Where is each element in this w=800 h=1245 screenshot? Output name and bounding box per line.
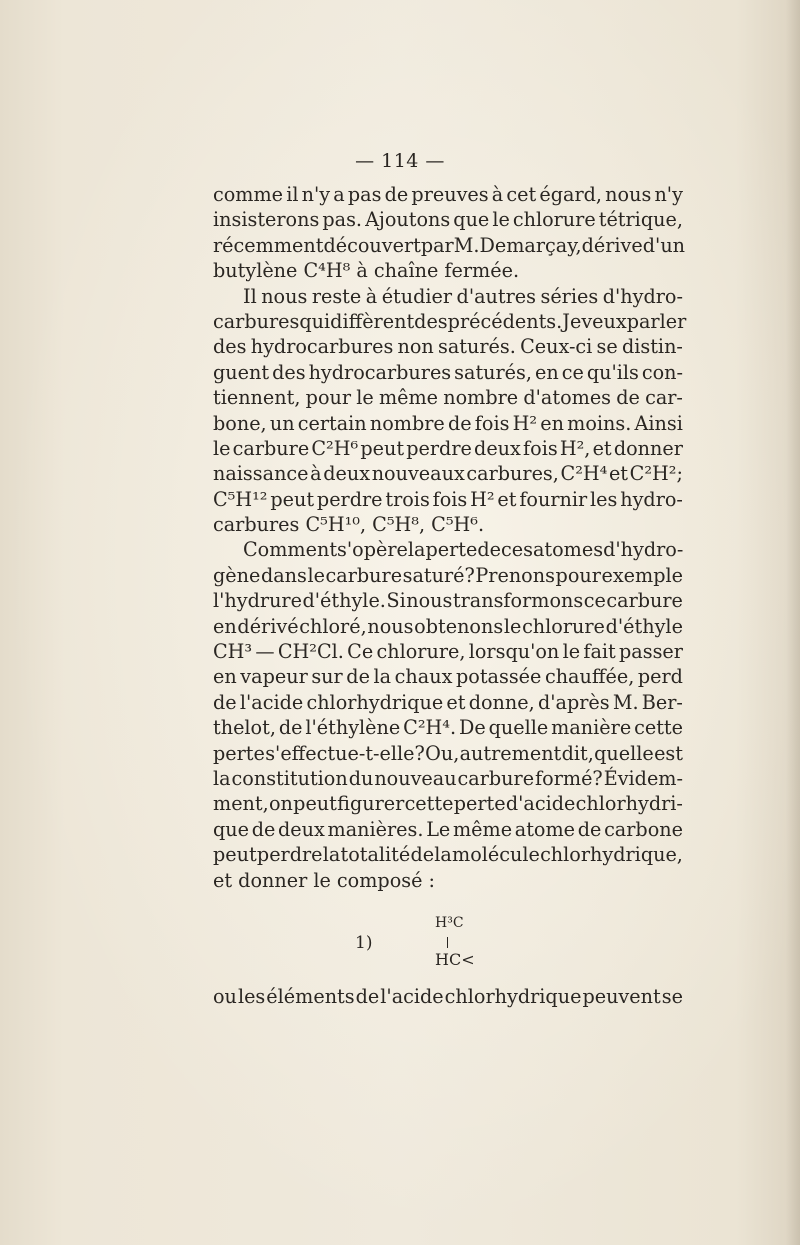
word: hydro- xyxy=(620,487,683,511)
word: qui xyxy=(299,309,331,333)
word: atome xyxy=(514,817,576,841)
word: se xyxy=(596,335,618,359)
text-line: et donner le composé : xyxy=(213,868,436,892)
word: exemple xyxy=(601,563,683,587)
word: chlorhydrique xyxy=(306,690,444,714)
word: d'acide xyxy=(505,792,576,816)
word: parler xyxy=(626,309,687,333)
word: ce xyxy=(583,589,606,613)
word: perte xyxy=(213,741,265,765)
word: figurer xyxy=(337,792,405,816)
text-line xyxy=(213,284,683,309)
word: chloré, xyxy=(299,614,367,638)
word: cet xyxy=(506,183,537,206)
text-line xyxy=(213,360,683,385)
word: d'autres xyxy=(456,284,536,308)
word: il xyxy=(286,183,299,206)
text-line xyxy=(213,715,683,740)
word: CH³ xyxy=(213,640,253,664)
word: s'effectue-t-elle? xyxy=(265,741,425,765)
word: autrement xyxy=(459,741,562,765)
word: en xyxy=(213,614,237,638)
word: chlorure, xyxy=(376,640,466,664)
word: manière xyxy=(551,716,632,740)
text-line xyxy=(213,334,683,359)
text-line xyxy=(213,436,683,461)
word: pour xyxy=(305,386,352,410)
word: ment, xyxy=(213,792,269,816)
word: Je xyxy=(562,309,582,333)
word: d'atomes xyxy=(523,386,612,410)
word: quelle xyxy=(594,741,654,765)
word: le xyxy=(492,208,510,232)
word: la xyxy=(213,766,231,790)
formula-top-group: H³C xyxy=(435,915,464,931)
word: Évidem- xyxy=(603,766,683,790)
word: même xyxy=(378,386,439,410)
word: par xyxy=(420,233,454,257)
word: nombre xyxy=(443,386,519,410)
word: lorsqu'on xyxy=(468,640,560,664)
word: Demarçay, xyxy=(479,233,582,257)
word: CH²Cl. xyxy=(277,640,344,664)
word: peut xyxy=(270,487,315,511)
text-line xyxy=(213,461,683,486)
word: carbures xyxy=(213,309,300,333)
word: Ainsi xyxy=(634,411,683,435)
word: le xyxy=(562,640,581,664)
word: pas xyxy=(347,183,382,206)
word: ces xyxy=(501,538,533,562)
word: deux xyxy=(278,817,325,841)
word: peut xyxy=(360,436,405,460)
chemical-formula xyxy=(355,915,515,975)
word: naissance xyxy=(213,462,309,486)
word: constitution xyxy=(231,766,348,790)
word: sur xyxy=(311,665,343,689)
word: nouveau xyxy=(374,766,457,790)
word: carbone xyxy=(604,817,683,841)
word: découvert xyxy=(323,233,421,257)
word: certain xyxy=(297,411,367,435)
word: le xyxy=(213,436,231,460)
word: saturé? xyxy=(402,563,475,587)
word: n'y xyxy=(301,183,331,206)
word: fournir xyxy=(519,487,588,511)
word: chlorhydrique, xyxy=(540,843,683,867)
word: nous xyxy=(261,284,308,308)
word: le xyxy=(307,563,325,587)
word: est xyxy=(654,741,683,765)
word: hydrocarbures xyxy=(250,335,394,359)
word: cette xyxy=(404,792,454,816)
word: des xyxy=(213,335,247,359)
word: précédents. xyxy=(447,309,563,333)
text-line xyxy=(213,588,683,613)
word: manières. xyxy=(327,817,424,841)
word: De xyxy=(458,716,486,740)
word: perdre xyxy=(406,436,472,460)
word: chauffée, xyxy=(544,665,635,689)
word: Ce xyxy=(347,640,374,664)
word: comme xyxy=(213,183,284,206)
word: l'acide xyxy=(380,985,444,1008)
word: se xyxy=(661,985,683,1008)
formula-bottom-group: HC< xyxy=(435,950,475,969)
word: fois xyxy=(523,436,558,460)
word: dans xyxy=(260,563,307,587)
word: à xyxy=(310,462,322,486)
word: perd xyxy=(637,665,683,689)
word: Le xyxy=(426,817,451,841)
word: en xyxy=(540,411,564,435)
word: éléments xyxy=(266,985,355,1008)
word: s'opère xyxy=(337,538,408,562)
word: de xyxy=(213,690,237,714)
word: Prenons xyxy=(475,563,555,587)
text-line xyxy=(213,791,683,816)
word: même xyxy=(452,817,513,841)
word: de xyxy=(477,538,501,562)
word: et xyxy=(592,436,612,460)
word: perte xyxy=(453,792,506,816)
word: dérivé xyxy=(237,614,299,638)
word: l'acide xyxy=(239,690,304,714)
word: de xyxy=(410,843,435,867)
word: tiennent, xyxy=(213,386,301,410)
word: récemment xyxy=(213,233,324,257)
word: à xyxy=(491,183,504,206)
word: la xyxy=(322,843,341,867)
word: diffèrent xyxy=(330,309,415,333)
word: passer xyxy=(619,640,683,664)
word: et xyxy=(446,690,466,714)
word: carbure xyxy=(606,589,683,613)
word: Ou, xyxy=(425,741,460,765)
text-line xyxy=(213,639,683,664)
page-edge-shadow xyxy=(786,0,800,1245)
word: pas. xyxy=(322,208,363,232)
word: de xyxy=(346,665,370,689)
word: chlorhydrique xyxy=(444,985,582,1008)
word: carbure xyxy=(325,563,403,587)
word: en xyxy=(534,360,559,384)
text-line xyxy=(213,741,683,766)
word: nombre xyxy=(369,411,445,435)
word: chlorure xyxy=(522,614,605,638)
text-line xyxy=(213,487,683,512)
word: H² xyxy=(512,411,538,435)
text-line xyxy=(213,182,683,207)
word: chlorhydri- xyxy=(575,792,683,816)
word: M. xyxy=(612,690,639,714)
word: l'hydrure xyxy=(213,589,302,613)
word: C²H⁴ xyxy=(560,462,608,486)
word: fois xyxy=(432,487,468,511)
word: Il xyxy=(243,284,257,308)
word: n'y xyxy=(654,183,683,206)
word: guent xyxy=(213,360,270,384)
word: bone, xyxy=(213,411,267,435)
word: obtenons xyxy=(414,614,504,638)
text-line xyxy=(213,207,683,232)
word: moins. xyxy=(567,411,632,435)
word: en xyxy=(213,665,237,689)
text-line xyxy=(213,842,683,867)
text-line xyxy=(213,817,683,842)
word: des xyxy=(414,309,448,333)
word: nouveaux xyxy=(371,462,465,486)
word: non xyxy=(397,335,434,359)
word: séries xyxy=(540,284,599,308)
word: C²H⁴. xyxy=(403,716,457,740)
word: chaux xyxy=(394,665,453,689)
word: de xyxy=(616,386,640,410)
word: veux xyxy=(581,309,627,333)
word: la xyxy=(407,538,426,562)
word: la xyxy=(434,843,452,867)
word: C²H⁶ xyxy=(311,436,359,460)
word: de xyxy=(355,985,380,1008)
word: C²H²; xyxy=(629,462,683,486)
word: qu'ils xyxy=(586,360,639,384)
word: et xyxy=(608,462,629,486)
word: atomes xyxy=(532,538,604,562)
word: le xyxy=(356,386,374,410)
word: les xyxy=(590,487,618,511)
word: hydrocarbures xyxy=(308,360,452,384)
word: perdre xyxy=(256,843,323,867)
text-line xyxy=(213,309,687,334)
word: formé? xyxy=(535,766,603,790)
page-number: — 114 — xyxy=(355,150,445,172)
text-line: butylène C⁴H⁸ à chaîne fermée. xyxy=(213,259,520,283)
formula-bond xyxy=(447,937,448,948)
word: égard, xyxy=(539,183,603,206)
word: des xyxy=(272,360,306,384)
text-line xyxy=(213,385,683,410)
word: H² xyxy=(470,487,495,511)
word: peut xyxy=(213,843,257,867)
word: Comment xyxy=(243,538,338,562)
word: con- xyxy=(641,360,683,384)
word: deux xyxy=(474,436,521,460)
word: donner xyxy=(613,436,683,460)
word: trois xyxy=(385,487,430,511)
word: — xyxy=(255,640,275,664)
word: saturés. xyxy=(438,335,516,359)
word: du xyxy=(348,766,374,790)
word: saturés, xyxy=(454,360,532,384)
word: et xyxy=(497,487,517,511)
word: donne, xyxy=(468,690,535,714)
word: de xyxy=(278,716,303,740)
text-line xyxy=(213,563,683,588)
word: totalité xyxy=(340,843,411,867)
word: d'éthyle. xyxy=(302,589,386,613)
word: peuvent xyxy=(582,985,661,1008)
word: on xyxy=(268,792,293,816)
word: dérive xyxy=(581,233,643,257)
word: le xyxy=(503,614,522,638)
text-line xyxy=(213,766,683,791)
word: de xyxy=(447,411,472,435)
text-line: carbures C⁵H¹⁰, C⁵H⁸, C⁵H⁶. xyxy=(213,513,485,537)
word: peut xyxy=(293,792,337,816)
word: à xyxy=(365,284,378,308)
word: d'hydro- xyxy=(603,538,684,562)
word: nous xyxy=(406,589,453,613)
word: ce xyxy=(561,360,584,384)
word: fait xyxy=(583,640,616,664)
word: cette xyxy=(634,716,683,740)
word: Ber- xyxy=(641,690,683,714)
word: carbure xyxy=(457,766,535,790)
text-line xyxy=(213,614,683,639)
word: étudier xyxy=(381,284,453,308)
word: d'éthyle xyxy=(605,614,683,638)
body-text xyxy=(213,182,687,893)
text-line xyxy=(213,690,683,715)
word: potassée xyxy=(455,665,542,689)
word: reste xyxy=(311,284,362,308)
word: les xyxy=(237,985,266,1008)
text-line xyxy=(213,537,683,562)
word: perte xyxy=(425,538,478,562)
text-line-final xyxy=(213,985,683,1008)
word: nous xyxy=(367,614,414,638)
word: pour xyxy=(555,563,601,587)
text-line xyxy=(213,411,683,436)
word: perdre xyxy=(316,487,383,511)
word: de xyxy=(384,183,409,206)
word: carbure xyxy=(232,436,310,460)
word: gène xyxy=(213,563,261,587)
word: a xyxy=(333,183,345,206)
word: la xyxy=(373,665,392,689)
word: preuves xyxy=(411,183,489,206)
word: de xyxy=(251,817,276,841)
word: d'après xyxy=(537,690,610,714)
word: quelle xyxy=(488,716,549,740)
formula-number: 1) xyxy=(355,933,373,953)
word: un xyxy=(269,411,295,435)
word: Ajoutons xyxy=(365,208,451,232)
word: d'hydro- xyxy=(602,284,683,308)
word: deux xyxy=(323,462,371,486)
word: carbures, xyxy=(466,462,559,486)
word: que xyxy=(453,208,490,232)
word: d'un xyxy=(642,233,686,257)
word: que xyxy=(213,817,249,841)
word: H², xyxy=(559,436,591,460)
word: distin- xyxy=(621,335,683,359)
word: transformons xyxy=(452,589,584,613)
word: molécule xyxy=(452,843,540,867)
word: Ceux-ci xyxy=(520,335,593,359)
word: nous xyxy=(605,183,652,206)
word: dit, xyxy=(561,741,594,765)
word: de xyxy=(577,817,602,841)
word: thelot, xyxy=(213,716,276,740)
word: car- xyxy=(645,386,683,410)
word: chlorure xyxy=(512,208,596,232)
word: fois xyxy=(474,411,510,435)
word: l'éthylène xyxy=(305,716,401,740)
word: C⁵H¹² xyxy=(213,487,268,511)
text-line xyxy=(213,233,686,258)
word: ou xyxy=(213,985,237,1008)
word: vapeur xyxy=(240,665,308,689)
word: insisterons xyxy=(213,208,320,232)
word: tétrique, xyxy=(598,208,683,232)
word: M. xyxy=(453,233,480,257)
word: Si xyxy=(386,589,406,613)
text-line xyxy=(213,664,683,689)
